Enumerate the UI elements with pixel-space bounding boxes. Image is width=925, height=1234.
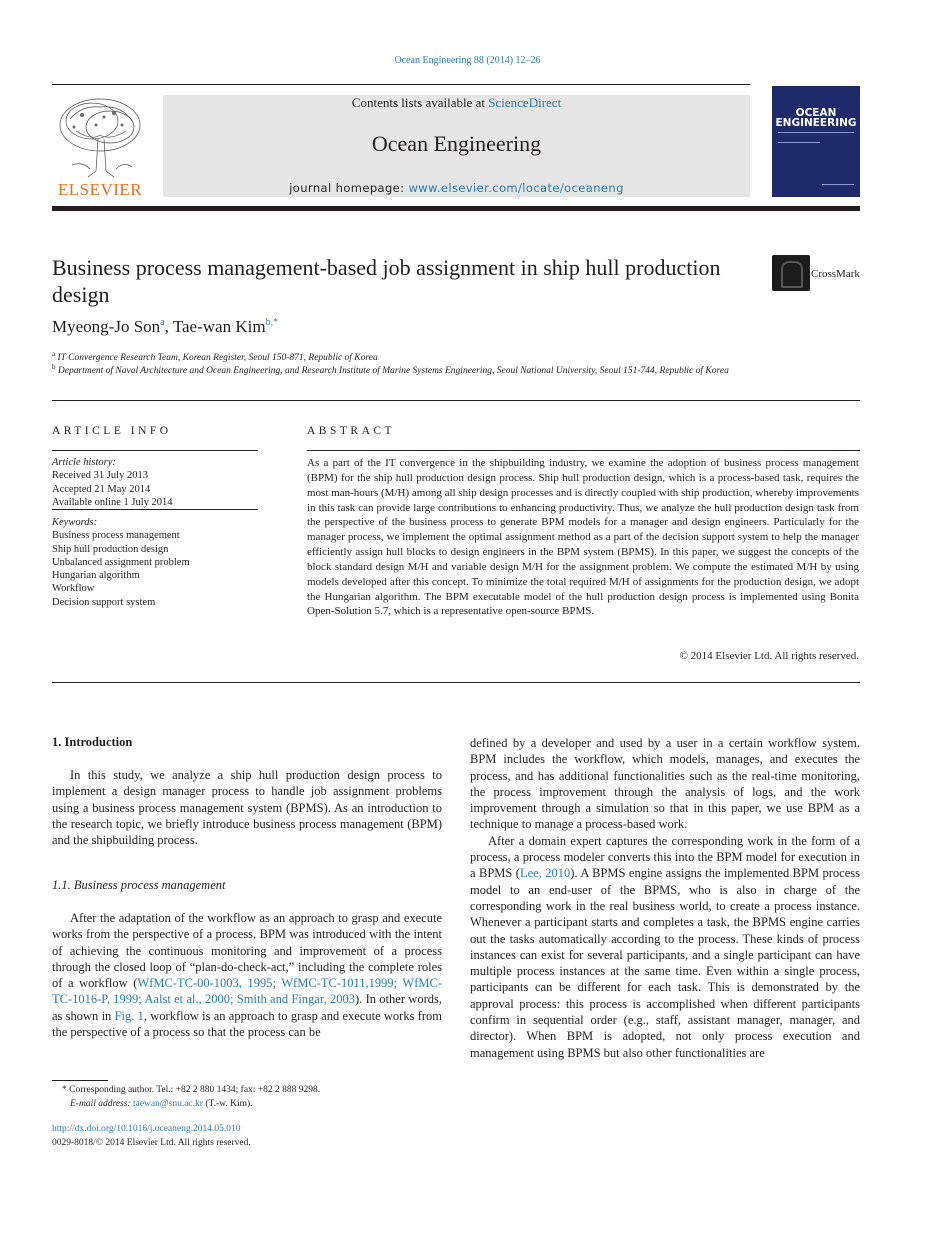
email-label: E-mail address: — [70, 1099, 133, 1109]
article-title: Business process management-based job assignment in ship hull production design — [52, 255, 721, 307]
section-heading-introduction: 1. Introduction — [52, 735, 133, 749]
affiliation-mark: b — [52, 363, 56, 371]
body-paragraph — [52, 767, 442, 848]
keyword: Unbalanced assignment problem — [52, 556, 190, 568]
history-online: Available online 1 July 2014 — [52, 496, 173, 508]
author-affiliation-mark[interactable]: a — [160, 317, 165, 328]
issn-copyright: 0029-8018/© 2014 Elsevier Ltd. All rights reserved. — [52, 1138, 251, 1148]
paragraph-text: After the adaptation of the workflow as an approach to grasp and execute works from the perspective of a process, BPM was introduced with the intent of achieving the continuous monitoring and improvement of a process through the closed loop of “plan-do-check-act,” including the complete roles of a workflow ( — [52, 911, 442, 991]
journal-reference[interactable]: Ocean Engineering 88 (2014) 12–26 — [394, 55, 541, 66]
author-name: Tae-wan Kim — [172, 317, 266, 336]
subsection-heading-bpm: 1.1. Business process management — [52, 878, 226, 892]
email-link[interactable]: taewan@snu.ac.kr — [132, 1099, 203, 1109]
paragraph-continuation: defined by a developer and used by a user in a certain workflow system. BPM includes the workflow, which models, manages, and executes the process, and has additional functionalities such as the real-time monitoring, the process improvement through the analysis of logs, and the work improvement through a simulation so that in this paper, we use BPM as a technique to manage a process-based work. — [470, 736, 860, 832]
author-list — [52, 317, 278, 337]
footnote-rule — [52, 1080, 108, 1081]
keyword: Decision support system — [52, 596, 156, 608]
journal-homepage — [163, 181, 750, 195]
asterisk-mark: * — [62, 1085, 67, 1095]
cover-rule — [822, 184, 854, 185]
contents-line — [163, 95, 750, 111]
keywords-block — [52, 516, 258, 609]
corresponding-text: Corresponding author. Tel.: +82 2 880 1434; fax: +82 2 888 9298. — [69, 1085, 321, 1095]
paragraph-text: , workflow is an approach to grasp and execute works from the perspective of a process so that the process can be — [52, 1008, 442, 1040]
author-name: Myeong-Jo Son — [52, 317, 161, 336]
doi-link[interactable]: http://dx.doi.org/10.1016/j.oceaneng.2014.05.010 — [52, 1124, 241, 1134]
contents-prefix: Contents lists available at — [351, 95, 489, 110]
paragraph-text: ). In other words, as shown in — [52, 992, 442, 1023]
corresponding-author-note — [62, 1084, 462, 1097]
abstract-rule — [307, 450, 860, 451]
abstract-text: As a part of the IT convergence in the shipbuilding industry, we examine the adoption of business process management (BPM) for the ship hull production design process. Ship hull production design, which is a process-based task, requires the most man-hours (M/H) among all ship design processes and is directly coupled with ship production, whereby improvements in this task can provide large contributions to enhancing productivity. Thus, we analyze the hull production design task from the perspective of the business process to generate BPM models for a manager and design engineers. Particularly for the manager process, we implement the optimal assignment method as a part of the decision support system to help the manager efficiently assign hull blocks to design engineers in the BPM system (BPMS). In this paper, we suggest the concepts of the block standard design M/H and variable design M/H for the assignment problem. We compute the estimated M/H by using models developed after this concept. To minimize the total required M/H of assignments for the production design, we adopt the Hungarian algorithm. The BPM executable model of the hull production design process is implemented using Bonita Open-Solution 5.7, which is a representative open-source BPMS. — [307, 457, 859, 618]
cover-rule — [778, 132, 854, 133]
sciencedirect-link[interactable]: ScienceDirect — [488, 95, 562, 110]
cover-rule — [778, 142, 820, 143]
article-history — [52, 456, 258, 509]
affiliation-text: IT Convergence Research Team, Korean Register, Seoul 150-871, Republic of Korea — [57, 353, 378, 363]
figure-link[interactable]: Fig. 1 — [114, 1008, 144, 1023]
header-thick-rule — [52, 206, 860, 211]
citation-link[interactable]: WfMC-TC-00-1003, 1995; WfMC-TC-1011,1999; WfMC-TC-1016-P, 1999; Aalst et al., 2000; Smith and Fingar, 2003 — [52, 976, 442, 1007]
cover-title: OCEAN ENGINEERING — [775, 107, 857, 129]
section-divider — [52, 400, 860, 401]
article-info-rule — [52, 450, 258, 451]
history-accepted: Accepted 21 May 2014 — [52, 483, 151, 495]
paragraph-text: ). A BPMS engine assigns the implemented BPM process model to an end-user of the BPMS, who is also in charge of the corresponding work in the real business world, to create a process instance. Whenever a participant starts and completes a task, the BPMS engine carries out the tasks automatically according to the process. These kinds of process instances can exist for several participants, and a single participant can have multiple process instances at the same time. Even within a single process, participants can be different for each task. This is demonstrated by the approval process: this process is accomplished when different participants confirm in sequential order (e.g., staff, assistant manager, manager, and director). When BPM is adopted, not only process execution and management using BPMS but also other functionalities are — [470, 866, 860, 1060]
keyword: Hungarian algorithm — [52, 570, 140, 582]
affiliation-mark: a — [52, 350, 56, 358]
homepage-link[interactable]: www.elsevier.com/locate/oceaneng — [408, 181, 624, 195]
author-separator: , — [164, 317, 173, 336]
section-divider — [52, 682, 860, 683]
crossmark-icon[interactable] — [772, 255, 810, 291]
body-right-column — [470, 735, 860, 1061]
keyword: Business process management — [52, 530, 180, 542]
abstract-copyright: © 2014 Elsevier Ltd. All rights reserved. — [679, 650, 859, 662]
abstract-heading: ABSTRACT — [307, 425, 396, 437]
citation-link[interactable]: Lee, 2010 — [519, 866, 571, 881]
email-note — [70, 1098, 470, 1111]
history-received: Received 31 July 2013 — [52, 470, 148, 482]
article-info-heading: ARTICLE INFO — [52, 425, 172, 437]
journal-cover-image — [772, 86, 860, 197]
journal-title: Ocean Engineering — [371, 131, 542, 156]
affiliation-text: Department of Naval Architecture and Ocean Engineering, and Research Institute of Marine Systems Engineering, Seoul National University, Seoul 151-744, Republic of Korea — [57, 366, 729, 376]
article-info-rule — [52, 509, 258, 510]
affiliation — [52, 361, 757, 378]
header-divider — [52, 84, 750, 85]
homepage-prefix: journal homepage: — [289, 181, 409, 195]
keyword: Ship hull production design — [52, 543, 169, 555]
keyword: Workflow — [52, 583, 95, 595]
author-affiliation-mark[interactable]: b,* — [265, 317, 279, 328]
paragraph-text: After a domain expert captures the corresponding work in the form of a process, a process modeler converts this into the BPM model for execution in a BPMS ( — [470, 833, 860, 881]
body-paragraph — [52, 910, 442, 1040]
email-suffix: (T.-w. Kim). — [202, 1099, 253, 1109]
history-label: Article history: — [52, 457, 116, 468]
crossmark-label[interactable]: CrossMark — [811, 268, 860, 280]
keywords-label: Keywords: — [52, 517, 98, 528]
publisher-logo-text: ELSEVIER — [57, 180, 143, 199]
intro-paragraph: In this study, we analyze a ship hull production design process to implement a design manager process to handle job assignment problems using a business process management system (BPMS). As an introduction to the research topic, we briefly introduce business process management (BPM) and the shipbuilding process. — [52, 768, 442, 848]
